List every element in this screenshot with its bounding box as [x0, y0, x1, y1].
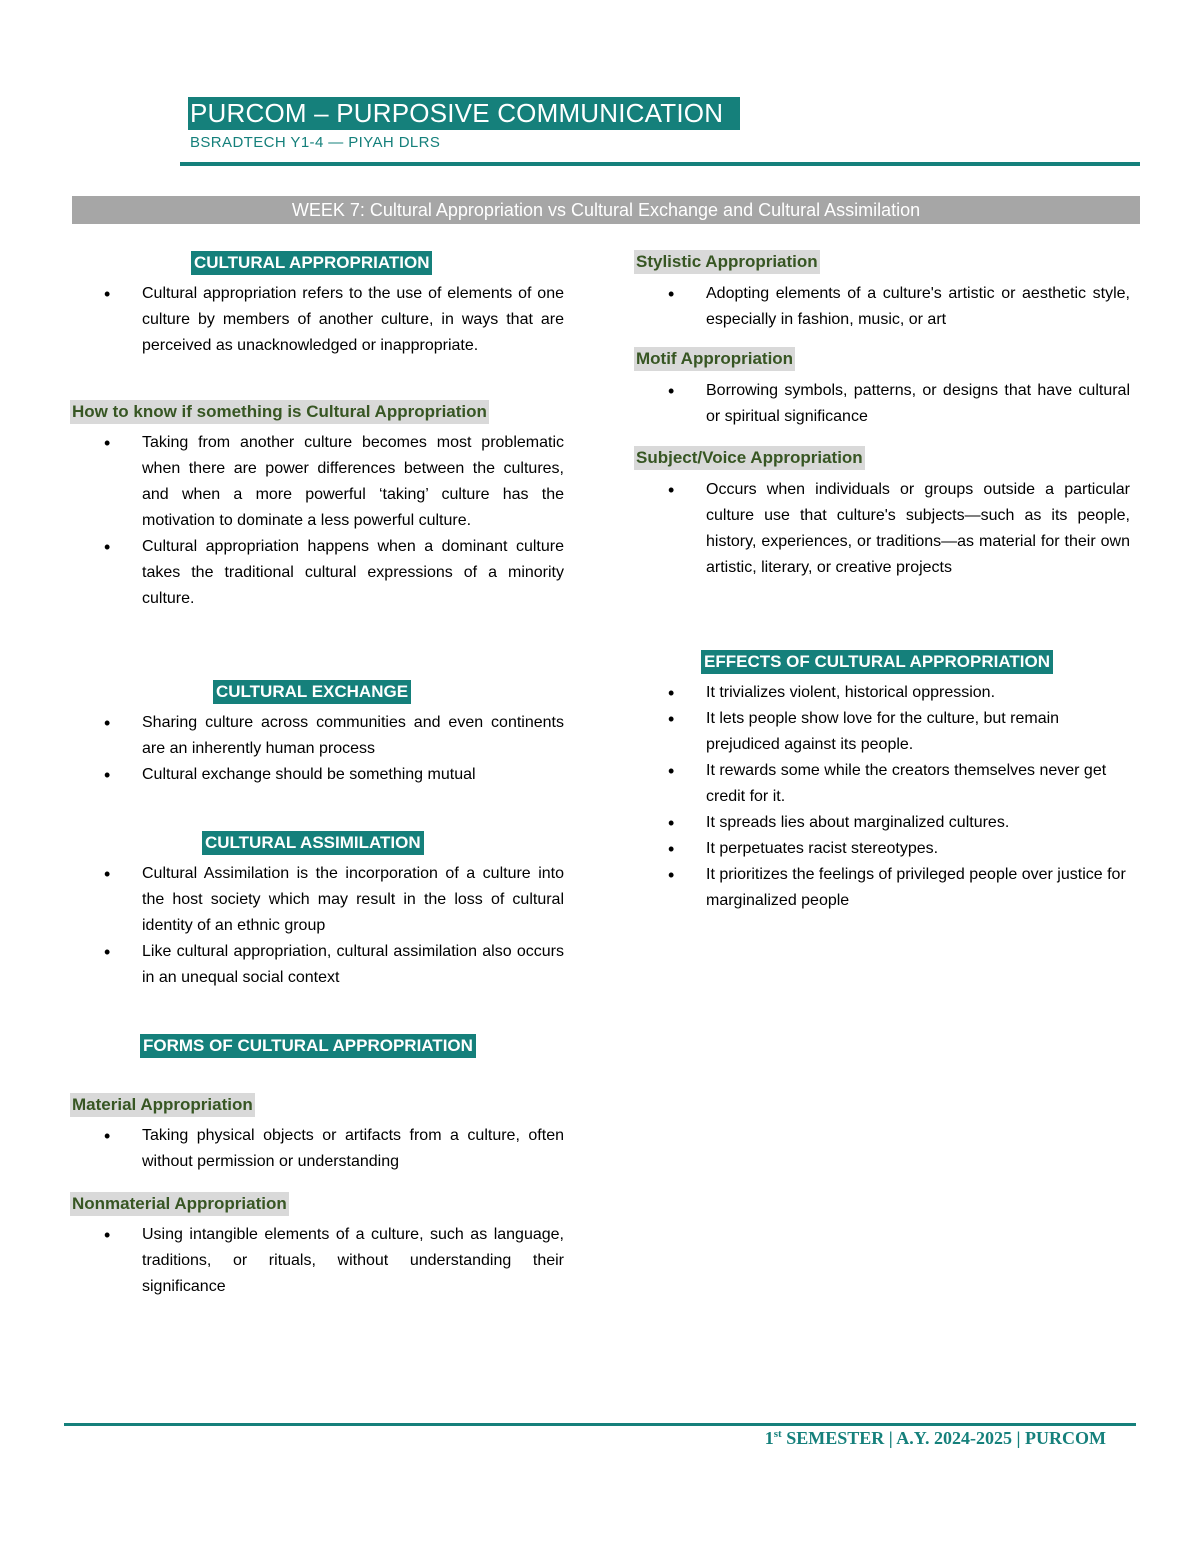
list-item: • It spreads lies about marginalized cultures. — [668, 810, 1130, 836]
list-item: • It prioritizes the feelings of privileged people over justice for marginalized people — [668, 862, 1130, 914]
list-cultural-assimilation — [104, 861, 564, 991]
header-divider — [180, 162, 1140, 166]
list-stylistic-appropriation — [668, 281, 1130, 333]
list-item: • Sharing culture across communities and even continents are an inherently human process — [104, 710, 564, 762]
heading-forms-of-cultural-appropriation: FORMS OF CULTURAL APPROPRIATION — [140, 1034, 476, 1058]
list-item: • Adopting elements of a culture's artistic or aesthetic style, especially in fashion, music, or art — [668, 281, 1130, 333]
heading-stylistic-appropriation: Stylistic Appropriation — [634, 250, 820, 274]
list-cultural-appropriation — [104, 281, 564, 359]
list-subject-voice-appropriation — [668, 477, 1130, 581]
document-title: PURCOM – PURPOSIVE COMMUNICATION — [188, 97, 740, 130]
heading-effects-of-cultural-appropriation: EFFECTS OF CULTURAL APPROPRIATION — [701, 650, 1053, 674]
footer-ordinal-suffix: st — [773, 1428, 782, 1440]
list-motif-appropriation — [668, 378, 1130, 430]
heading-motif-appropriation: Motif Appropriation — [634, 347, 795, 371]
footer-text — [620, 1428, 1106, 1449]
list-item: • Taking from another culture becomes most problematic when there are power differences between the cultures, and when a more powerful ‘taking’ culture has the motivation to dominate a less powerful culture. — [104, 430, 564, 534]
list-item: • Like cultural appropriation, cultural assimilation also occurs in an unequal social context — [104, 939, 564, 991]
list-item: • It lets people show love for the culture, but remain prejudiced against its people. — [668, 706, 1130, 758]
list-material-appropriation — [104, 1123, 564, 1175]
list-item: • It perpetuates racist stereotypes. — [668, 836, 1130, 862]
list-item: • It trivializes violent, historical oppression. — [668, 680, 1130, 706]
footer-ordinal: 1 — [764, 1428, 774, 1448]
heading-material-appropriation: Material Appropriation — [70, 1093, 255, 1117]
list-item: • It rewards some while the creators themselves never get credit for it. — [668, 758, 1130, 810]
footer-semester-label: SEMESTER | A.Y. 2024-2025 | PURCOM — [781, 1428, 1106, 1448]
heading-cultural-exchange: CULTURAL EXCHANGE — [213, 680, 411, 704]
list-item: • Taking physical objects or artifacts from a culture, often without permission or understanding — [104, 1123, 564, 1175]
list-how-to-know — [104, 430, 564, 612]
heading-cultural-assimilation: CULTURAL ASSIMILATION — [202, 831, 424, 855]
document-subtitle: BSRADTECH Y1-4 — PIYAH DLRS — [190, 134, 441, 151]
list-effects — [668, 680, 1130, 914]
week-banner: WEEK 7: Cultural Appropriation vs Cultural Exchange and Cultural Assimilation — [72, 196, 1140, 224]
list-item: • Cultural exchange should be something mutual — [104, 762, 564, 788]
heading-how-to-know: How to know if something is Cultural Appropriation — [70, 400, 489, 424]
list-item: • Using intangible elements of a culture, such as language, traditions, or rituals, without understanding their significance — [104, 1222, 564, 1300]
list-nonmaterial-appropriation — [104, 1222, 564, 1300]
list-item: • Cultural appropriation refers to the use of elements of one culture by members of another culture, in ways that are perceived as unacknowledged or inappropriate. — [104, 281, 564, 359]
heading-cultural-appropriation: CULTURAL APPROPRIATION — [191, 251, 432, 275]
list-item: • Occurs when individuals or groups outside a particular culture use that culture's subjects—such as its people, history, experiences, or traditions—as material for their own artistic, literary, or creative projects — [668, 477, 1130, 581]
heading-nonmaterial-appropriation: Nonmaterial Appropriation — [70, 1192, 289, 1216]
list-cultural-exchange — [104, 710, 564, 788]
heading-subject-voice-appropriation: Subject/Voice Appropriation — [634, 446, 865, 470]
footer-divider — [64, 1423, 1136, 1426]
list-item: • Borrowing symbols, patterns, or designs that have cultural or spiritual significance — [668, 378, 1130, 430]
list-item: • Cultural appropriation happens when a dominant culture takes the traditional cultural expressions of a minority culture. — [104, 534, 564, 612]
list-item: • Cultural Assimilation is the incorporation of a culture into the host society which may result in the loss of cultural identity of an ethnic group — [104, 861, 564, 939]
